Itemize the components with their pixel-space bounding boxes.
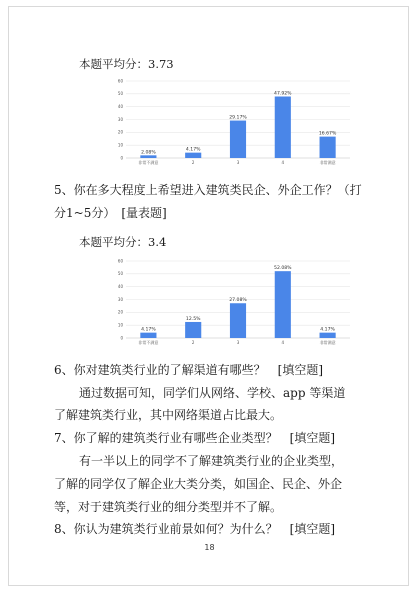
bar xyxy=(320,137,336,158)
data-label: 52.08% xyxy=(274,266,292,272)
q6-answer-line2: 了解建筑类行业，其中网络渠道占比最大。 xyxy=(54,408,283,422)
x-tick-label: 非常满意 xyxy=(319,340,336,345)
q4-average-score: 本题平均分：3.73 xyxy=(79,57,174,71)
bar-chart-q5 xyxy=(112,256,356,350)
q7-answer-line3: 等，对于建筑类行业的细分类型并不了解。 xyxy=(54,500,283,514)
x-tick-label: 非常不满意 xyxy=(138,160,159,165)
data-label: 16.67% xyxy=(318,131,337,137)
data-label: 2.08% xyxy=(141,150,156,156)
x-tick-label: 3 xyxy=(236,160,240,165)
q6-question: 6、你对建筑类行业的了解渠道有哪些？ [填空题] xyxy=(54,363,323,377)
y-tick-label: 10 xyxy=(117,142,123,148)
y-tick-label: 30 xyxy=(117,296,123,302)
y-tick-label: 0 xyxy=(120,335,123,341)
q7-answer-line2: 了解的同学仅了解企业大类分类，如国企、民企、外企 xyxy=(54,477,343,491)
bar xyxy=(230,121,246,158)
x-tick-label: 2 xyxy=(191,160,195,165)
q5-question-cont: 分1~5分） [量表题] xyxy=(54,206,167,220)
q8-question: 8、你认为建筑类行业前景如何？为什么？ [填空题] xyxy=(54,522,336,536)
bar xyxy=(320,333,336,338)
page-number: 18 xyxy=(204,543,215,552)
q5-question: 5、你在多大程度上希望进入建筑类民企、外企工作？（打 xyxy=(54,183,362,197)
bar xyxy=(185,153,201,158)
y-tick-label: 10 xyxy=(117,322,123,328)
y-tick-label: 50 xyxy=(117,91,123,97)
data-label: 12.5% xyxy=(185,316,201,322)
y-tick-label: 30 xyxy=(117,116,123,122)
q7-question: 7、你了解的建筑类行业有哪些企业类型？ [填空题] xyxy=(54,431,336,445)
data-label: 29.17% xyxy=(229,115,247,121)
data-label: 4.17% xyxy=(185,147,201,153)
y-tick-label: 60 xyxy=(117,258,123,264)
bar-chart-q4 xyxy=(112,76,356,170)
bar xyxy=(275,271,291,338)
x-tick-label: 3 xyxy=(236,340,240,345)
q6-answer-line1: 通过数据可知，同学们从网络、学校、app 等渠道 xyxy=(79,386,346,400)
bar xyxy=(140,333,156,338)
y-tick-label: 50 xyxy=(117,271,123,277)
data-label: 47.92% xyxy=(274,91,292,97)
y-tick-label: 40 xyxy=(117,284,123,290)
data-label: 27.08% xyxy=(229,298,247,304)
bar xyxy=(275,97,291,158)
q7-answer-line1: 有一半以上的同学不了解建筑类行业的企业类型， xyxy=(79,454,344,468)
x-tick-label: 非常满意 xyxy=(319,160,336,165)
x-tick-label: 4 xyxy=(281,340,285,345)
bar xyxy=(230,303,246,338)
x-tick-label: 非常不满意 xyxy=(138,340,159,345)
bar xyxy=(140,155,156,158)
x-tick-label: 2 xyxy=(191,340,195,345)
y-tick-label: 20 xyxy=(117,309,123,315)
y-tick-label: 20 xyxy=(117,129,123,135)
y-tick-label: 0 xyxy=(120,155,123,161)
q5-average-score: 本题平均分：3.4 xyxy=(79,235,167,249)
y-tick-label: 40 xyxy=(117,104,123,110)
data-label: 4.17% xyxy=(141,327,156,333)
data-label: 4.17% xyxy=(320,327,335,333)
y-tick-label: 60 xyxy=(117,78,123,84)
bar xyxy=(185,322,201,338)
x-tick-label: 4 xyxy=(281,160,285,165)
